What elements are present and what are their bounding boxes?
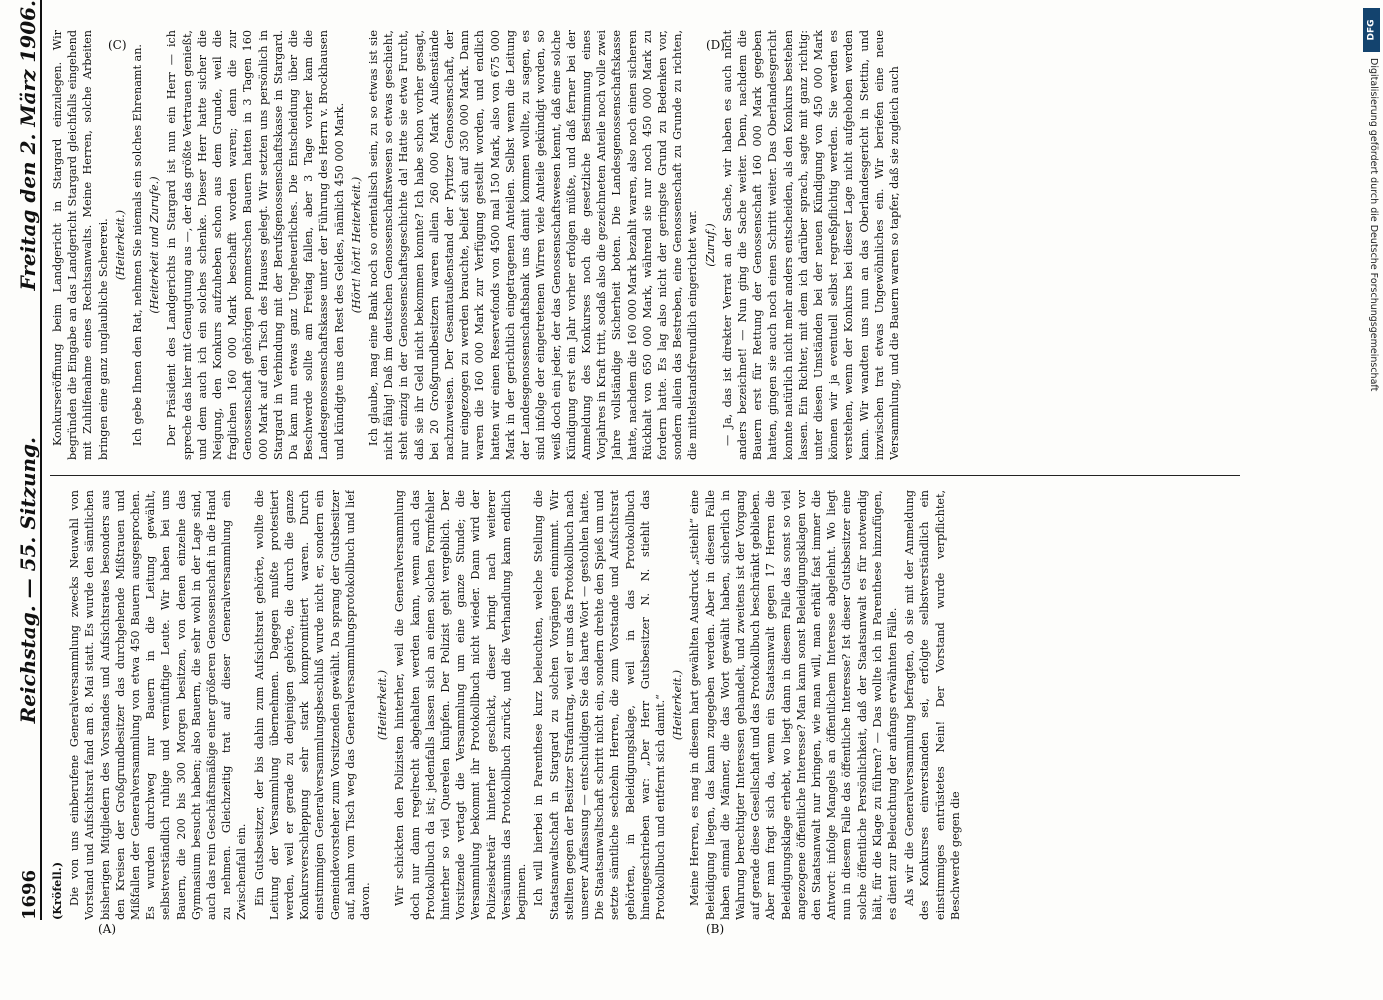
right-column bbox=[50, 30, 1240, 460]
left-column-paragraph: Als wir die Generalversammlung befragten, ob sie mit der Anmeldung des Konkurses einverstanden sei, erfolgte selbstverständlich ein einstimmiges entrüstetes Nein! Der Vorstand wurde verpflichtet, Beschwerde gegen die bbox=[903, 490, 962, 920]
session-date: Freitag den 2. März 1906. bbox=[16, 0, 40, 291]
left-column-paragraph: Wir schickten den Polizisten hinterher, weil die Generalversammlung doch nur dann regelrecht abgehalten werden kann, wenn auch das Protokollbuch da ist; jedenfalls lassen sich an einen solchen Formfehler hinterher so viel Querelen knüpfen. Der Polizist geht vergeblich. Der Vorsitzende vertagt die Versammlung um eine ganze Stunde; die Versammlung bekommt ihr Protokollbuch nicht wieder. Dann wird der Polizeisekretär hinterher geschickt, dieser bringt nach weiterer Versäumnis das Protokollbuch zurück, und die Verhandlung kann endlich beginnen. bbox=[393, 490, 529, 920]
digitization-notice: Digitalisierung gefördert durch die Deutsche Forschungsgemeinschaft bbox=[1368, 58, 1379, 392]
right-column-paragraph: Ich gebe Ihnen den Rat, nehmen Sie niemals ein solches Ehrenamt an. bbox=[131, 44, 145, 446]
right-column-interjection: (Zuruf.) bbox=[703, 223, 717, 267]
right-column-paragraph: Konkurseröffnung beim Landgericht in Stargard einzulegen. Wir begründen die Eingabe an das Landgericht Stargard gleichfalls eingehend mit Zuhilfenahme eines Rechtsanwalts. Meine Herren, solche Arbeiten bringen eine ganz unglaubliche Schererei. bbox=[51, 30, 110, 460]
page-number: 1696 bbox=[19, 869, 40, 920]
left-column-paragraph: Ein Gutsbesitzer, der bis dahin zum Aufsichtsrat gehörte, wollte die Leitung der Versammlung übernehmen. Dagegen mußte protestiert werden, weil er gerade zu denjenigen gehörte, die durch die ganze Konkursverschleppung sehr stark kompromittiert waren. Durch einstimmigen Generalversammlungsbeschluß wurde nicht er, sondern ein Gemeindevorsteher zum Vorsitzenden gewählt. Da sprang der Gutsbesitzer auf, nahm vom Tisch weg das Generalversammlungsprotokollbuch und lief davon. bbox=[252, 490, 373, 920]
left-column-paragraph: Meine Herren, es mag in diesem hart gewählten Ausdruck „stiehlt“ eine Beleidigung liegen, das kann zugegeben werden. Aber in diesem Falle haben einmal die Männer, die das Wort gewählt haben, sicherlich in Wahrung berechtigter Interessen gehandelt, und zweitens ist der Vorgang auf gerade diese Gesellschaft und das Protokollbuch beschränkt geblieben. Aber man fragt sich da, wenn ein Staatsanwalt gegen 17 Herren die Beleidigungsklage erhebt, wo liegt dann in diesem Falle das sonst so viel angezogene öffentliche Interesse? Man kann sonst Beleidigungsklagen vor den Staatsanwalt nur bringen, wie man will, man erhält fast immer die Antwort: infolge Mangels an öffentlichem Interesse abgelehnt. Wo liegt nun in diesem Falle das öffentliche Interesse? Ist dieser Gutsbesitzer eine solche öffentliche Persönlichkeit, daß der Staatsanwalt es für notwendig hält, für die Klage zu führen? — Das wollte ich in Parenthese hinzufügen, es dient zur Beleuchtung der anfangs erwähnten Fälle. bbox=[688, 490, 899, 920]
left-column-interjection: (Heiterkeit.) bbox=[376, 669, 390, 741]
left-column-paragraph: Die von uns einberufene Generalversammlung zwecks Neuwahl von Vorstand und Aufsichtsrat fand am 8. Mai statt. Es wurde den sämtlichen bisherigen Mitgliedern des Vorstandes und Aufsichtsrates besonders aus den Kreisen der Großgrundbesitzer das durchgehende Mißtrauen und Mißfallen der Generalversammlung von etwa 450 Bauern ausgesprochen. Es wurden durchweg nur Bauern in die Leitung gewählt, selbstverständlich ruhige und vernünftige Leute. Wir haben bei uns Bauern, die 200 bis 300 Morgen besitzen, von denen einzelne das Gymnasium besucht haben; also Bauern, die sehr wohl in der Lage sind, auch das rein Geschäftsmäßige einer größeren Genossenschaft in die Hand zu nehmen. Gleichzeitig trat auf dieser Generalversammlung ein Zwischenfall ein. bbox=[68, 490, 249, 920]
margin-marker-d: (D) bbox=[706, 38, 725, 52]
right-column-interjection: (Heiterkeit und Zurufe.) bbox=[148, 176, 162, 314]
left-column-interjection: (Heiterkeit.) bbox=[671, 669, 685, 741]
left-column-paragraph: Ich will hierbei in Parenthese kurz beleuchten, welche Stellung die Staatsanwaltschaft in Stargard zu solchen Vorgängen einnimmt. Wir stellten gegen der Besitzer Strafantrag, weil er uns das Protokollbuch nach unserer Auffassung — entschuldigen Sie das harte Wort — gestohlen hatte. Die Staatsanwaltschaft schritt nicht ein, sondern drehte den Spieß um und setzte sämtliche sechzehn Herren, die zum Vorstande und Aufsichtsrat gehörten, in Beleidigungsklage, weil in das Protokollbuch hineingeschrieben war: „Der Herr Gutsbesitzer N. N. stiehlt das Protokollbuch und entfernt sich damit.“ bbox=[532, 490, 667, 920]
dfg-logo: DFG bbox=[1363, 8, 1380, 52]
column-divider bbox=[50, 475, 1240, 476]
right-column-paragraph: Ich glaube, mag eine Bank noch so orientalisch sein, zu so etwas ist sie nicht fähig! Daß im deutschen Genossenschaftswesen so etwas geschieht, steht einzig in der Genossenschaftsgeschichte da! Hatte sie etwa Furcht, daß sie ihr Geld nicht bekommen konnte? Ich habe schon vorher gesagt, bei 20 Großgrundbesitzern waren allein 260 000 Mark Außenstände nachzuweisen. Der Gesamtaußenstand der Pyritzer Genossenschaft, der nur eingezogen zu werden brauchte, belief sich auf 350 000 Mark. Dann waren die 160 000 Mark zur Verfügung gestellt worden, und endlich hatten wir einen Reservefonds von 4500 mal 150 Mark, also von 675 000 Mark in der gerichtlich eingetragenen Anteilen. Selbst wenn die Leitung der Landesgenossenschaftsbank uns damit kommen wollte, zu sagen, es sind infolge der eingetretenen Wirren viele Anteile gekündigt worden, so weiß doch ein jeder, der das Genossenschaftswesen kennt, daß eine solche Kündigung erst ein Jahr vorher erfolgen müßte, und daß ferner bei der Anmeldung des Konkurses noch die gesetzliche Bestimmung eines Vorjahres in Kraft tritt, sodaß also die gezeichneten Anteile noch volle zwei Jahre vollständige Sicherheit boten. Die Landesgenossenschaftskasse hatte, nachdem die 160 000 Mark bezahlt waren, also noch einen sicheren Rückhalt von 650 000 Mark, während sie nur noch 450 000 Mark zu fordern hatte. Es lag also nicht der geringste Grund zu Bedenken vor, sondern allein das Bestreben, eine Genossenschaft zu Grunde zu richten, die mittelstandsfreundlich eingerichtet war. bbox=[367, 30, 700, 460]
right-column-paragraph: — Ja, das ist direkter Verrat an der Sache, wir haben es auch nicht anders bezeichnet! — Nun ging die Sache weiter. Denn, nachdem die Bauern erst für Rettung der Genossenschaft 160 000 Mark gegeben hatten, gingen sie auch noch einen Schritt weiter. Das Oberlandesgericht konnte natürlich nicht mehr anders entscheiden, als den Konkurs bestehen lassen. Ein Richter, mit dem ich darüber sprach, sagte mit ganz richtig: unter diesen Umständen bei der neuen Kündigung von 450 000 Mark können wir ja eventuell selbst regreßpflichtig werden. Sie werden es verstehen, wenn der Konkurs bei dieser Lage nicht aufgehoben werden kann. Wir wandten uns nun an das Oberlandesgericht in Stettin, und inzwischen trat etwas Ungewöhnliches ein. Wir beriefen eine neue Versammlung, und die Bauern waren so tapfer, daß sie zugleich auch bbox=[720, 30, 901, 460]
left-column-speaker: (Kröfell.) bbox=[50, 862, 64, 920]
margin-marker-c: (C) bbox=[108, 38, 127, 52]
right-column-interjection: (Heiterkeit.) bbox=[113, 209, 127, 281]
margin-marker-b: (B) bbox=[706, 922, 725, 936]
running-header bbox=[0, 0, 42, 920]
right-column-paragraph: Der Präsident des Landgerichts in Stargard ist nun ein Herr — ich spreche das hier mit Genugtuung aus —, der das größte Vertrauen genießt, und dem auch ich ein solches schenke. Dieser Herr hatte sicher die Neigung, den Konkurs aufzuheben schon aus dem Grunde, weil die fraglichen 160 000 Mark beschafft worden waren; denn die zur Genossenschaft gehörigen pommerschen Bauern hatten in 3 Tagen 160 000 Mark auf den Tisch des Hauses gelegt. Wir setzten uns persönlich in Stargard in Verbindung mit der Berufsgenossenschaftskasse in Stargard. Da kam nun etwas ganz Ungeheuerliches. Die Entscheidung über die Beschwerde sollte am Freitag fallen, aber 3 Tage vorher kam die Landesgenossenschaftskasse unter der Führung des Herrn v. Brockhausen und kündigte uns den Rest des Geldes, nämlich 450 000 Mark. bbox=[165, 30, 346, 460]
session-title: Reichstag. — 55. Sitzung. bbox=[16, 436, 40, 724]
digitization-sidebar bbox=[1363, 8, 1381, 992]
left-column bbox=[50, 490, 1240, 920]
right-column-interjection: (Hört! hört! Heiterkeit.) bbox=[349, 176, 363, 314]
margin-marker-a: (A) bbox=[98, 922, 117, 936]
